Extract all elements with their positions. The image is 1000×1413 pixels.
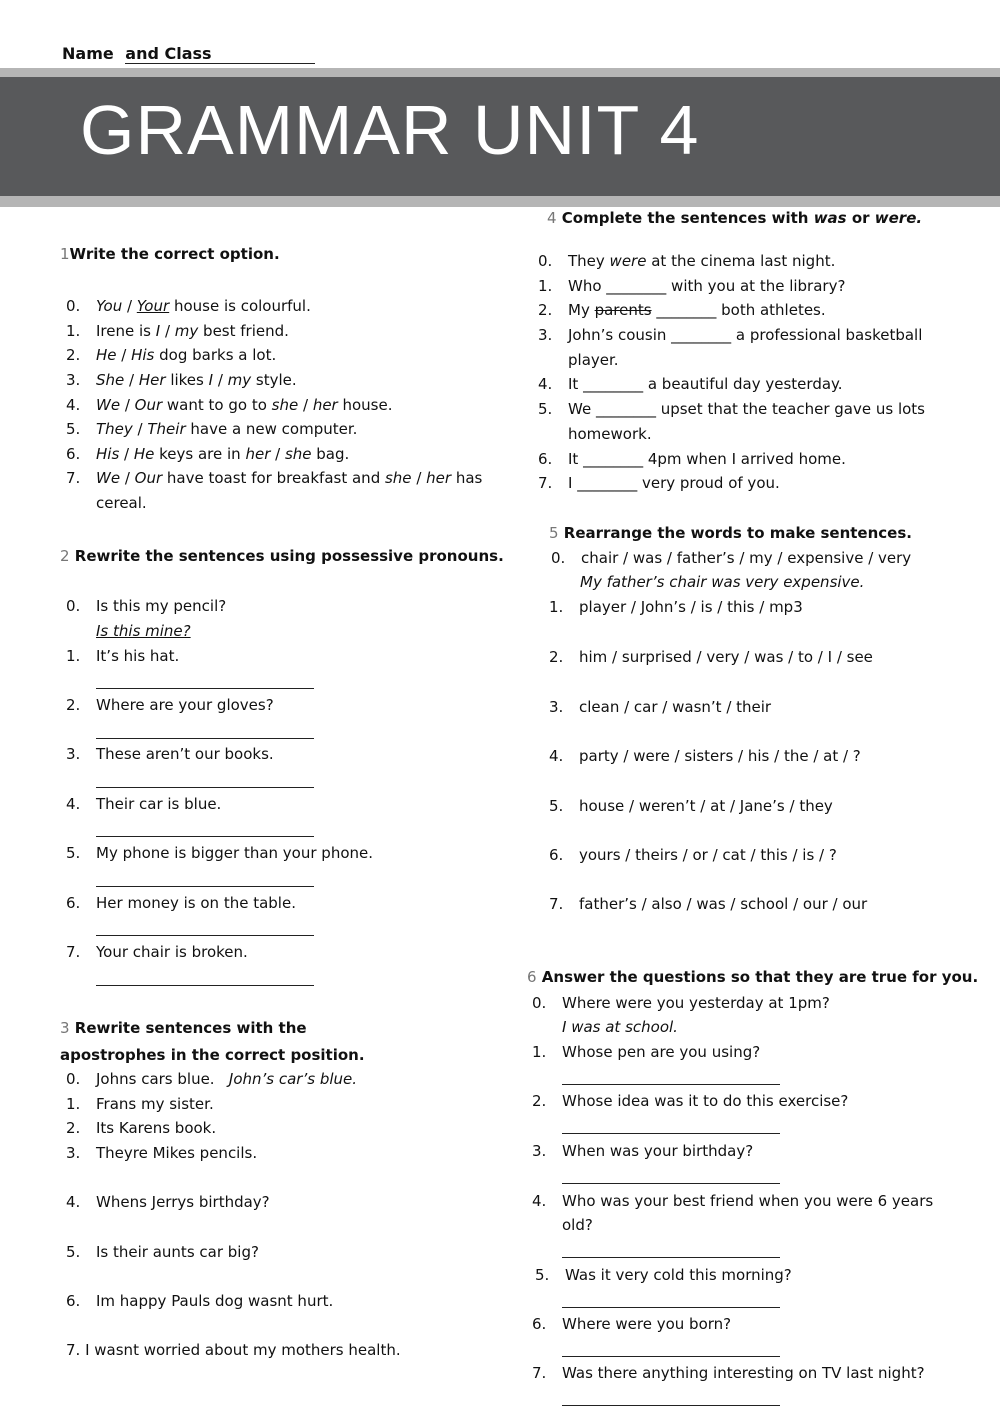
s1-item-3 bbox=[66, 371, 297, 389]
s5-example-answer: My father’s chair was very expensive. bbox=[580, 573, 865, 591]
answer-line[interactable] bbox=[562, 1083, 780, 1085]
option-b[interactable]: Our bbox=[134, 396, 163, 414]
sentence-text: bag. bbox=[311, 445, 350, 463]
s3-item-0 bbox=[66, 1070, 357, 1088]
sentence-text: They bbox=[568, 252, 610, 270]
item-number: 3. bbox=[66, 371, 81, 389]
s6-item-3 bbox=[532, 1142, 753, 1160]
section-1-title: Write the correct option. bbox=[69, 245, 280, 263]
s4-item-3-continuation: player. bbox=[568, 351, 619, 369]
s4-item-6[interactable] bbox=[538, 450, 846, 468]
item-number: 4. bbox=[66, 396, 81, 414]
word-list: house / weren’t / at / Jane’s / they bbox=[579, 797, 833, 815]
s5-item-4 bbox=[549, 747, 861, 765]
s5-item-1 bbox=[549, 598, 803, 616]
item-number: 3. bbox=[66, 745, 81, 763]
s2-item-5 bbox=[66, 844, 373, 862]
word-list: him / surprised / very / was / to / I / see bbox=[579, 648, 873, 666]
s1-item-5 bbox=[66, 420, 357, 438]
option-d[interactable]: her bbox=[312, 396, 338, 414]
section-2-number: 2 bbox=[60, 547, 70, 565]
question-text: Is this my pencil? bbox=[96, 597, 227, 615]
option-b[interactable]: His bbox=[131, 346, 155, 364]
question-text: These aren’t our books. bbox=[96, 745, 274, 763]
item-number: 7. bbox=[538, 474, 553, 492]
option-a[interactable]: We bbox=[96, 396, 121, 414]
question-text: Johns cars blue. bbox=[96, 1070, 215, 1088]
option-separator: / bbox=[160, 322, 175, 340]
option-separator: / bbox=[119, 445, 134, 463]
item-number: 1. bbox=[532, 1043, 547, 1061]
item-number: 7. bbox=[66, 469, 81, 487]
sentence-text: have toast for breakfast and bbox=[162, 469, 385, 487]
class-label: and Class bbox=[125, 44, 315, 64]
s3-item-1 bbox=[66, 1095, 214, 1113]
sentence-text: It ________ a beautiful day yesterday. bbox=[568, 375, 843, 393]
question-text: Her money is on the table. bbox=[96, 894, 296, 912]
sentence-text: want to go to bbox=[162, 396, 272, 414]
item-number: 5. bbox=[66, 420, 81, 438]
question-text: Whose pen are you using? bbox=[562, 1043, 761, 1061]
s2-item-6 bbox=[66, 894, 296, 912]
s1-item-4 bbox=[66, 396, 393, 414]
section-5-title: Rearrange the words to make sentences. bbox=[563, 524, 912, 542]
option-c[interactable]: she bbox=[271, 396, 299, 414]
option-b[interactable]: Our bbox=[134, 469, 163, 487]
item-number: 5. bbox=[535, 1266, 550, 1284]
item-number: 1. bbox=[538, 277, 553, 295]
option-b[interactable]: Their bbox=[147, 420, 186, 438]
option-separator: / bbox=[298, 396, 313, 414]
answer-line[interactable] bbox=[562, 1306, 780, 1308]
s2-item-2 bbox=[66, 696, 274, 714]
option-b[interactable]: my bbox=[174, 322, 199, 340]
option-a[interactable]: They bbox=[96, 420, 133, 438]
question-text: Where were you yesterday at 1pm? bbox=[562, 994, 830, 1012]
section-5-number: 5 bbox=[549, 524, 559, 542]
sentence-text: It ________ 4pm when I arrived home. bbox=[568, 450, 846, 468]
option-a[interactable]: We bbox=[96, 469, 121, 487]
item-number: 3. bbox=[538, 326, 553, 344]
option-d[interactable]: her bbox=[426, 469, 452, 487]
section-5-heading bbox=[549, 524, 912, 542]
word-list: father’s / also / was / school / our / our bbox=[579, 895, 868, 913]
option-c[interactable]: her bbox=[245, 445, 271, 463]
keyword-was: was bbox=[813, 209, 847, 227]
option-a[interactable]: He bbox=[96, 346, 117, 364]
answer-line[interactable] bbox=[562, 1132, 780, 1134]
item-number: 6. bbox=[549, 846, 564, 864]
answer-line[interactable] bbox=[562, 1256, 780, 1258]
option-separator: / bbox=[120, 469, 135, 487]
s4-item-1[interactable] bbox=[538, 277, 845, 295]
sentence-text: have a new computer. bbox=[185, 420, 358, 438]
question-text: Whose idea was it to do this exercise? bbox=[562, 1092, 849, 1110]
item-number: 6. bbox=[66, 894, 81, 912]
option-separator: / bbox=[411, 469, 427, 487]
sentence-text: at the cinema last night. bbox=[646, 252, 836, 270]
option-b[interactable]: Your bbox=[136, 297, 170, 315]
sentence-text: house is colourful. bbox=[169, 297, 311, 315]
option-d[interactable]: she bbox=[284, 445, 312, 463]
item-number: 2. bbox=[538, 301, 553, 319]
s6-item-1 bbox=[532, 1043, 760, 1061]
item-number: 1. bbox=[549, 598, 564, 616]
s2-item-7 bbox=[66, 943, 248, 961]
section-3-title-line2: apostrophes in the correct position. bbox=[60, 1046, 365, 1064]
s6-item-2 bbox=[532, 1092, 848, 1110]
s2-item-0 bbox=[66, 597, 226, 615]
option-separator: / bbox=[213, 371, 228, 389]
item-number: 2. bbox=[532, 1092, 547, 1110]
item-number: 0. bbox=[66, 1070, 81, 1088]
sentence-text: likes bbox=[165, 371, 209, 389]
question-text: My phone is bigger than your phone. bbox=[96, 844, 374, 862]
s1-item-7-continuation: cereal. bbox=[96, 494, 147, 512]
option-separator: / bbox=[122, 297, 137, 315]
question-text: Whens Jerrys birthday? bbox=[96, 1193, 270, 1211]
item-number: 4. bbox=[66, 795, 81, 813]
section-6-number: 6 bbox=[527, 968, 537, 986]
item-number: 7. bbox=[532, 1364, 547, 1382]
sentence-text: house. bbox=[337, 396, 393, 414]
s5-item-2 bbox=[549, 648, 873, 666]
section-4-title-or: or bbox=[846, 209, 875, 227]
item-number: 4. bbox=[66, 1193, 81, 1211]
section-4-heading bbox=[547, 209, 922, 227]
option-c[interactable]: she bbox=[384, 469, 412, 487]
s6-item-5 bbox=[535, 1266, 792, 1284]
section-6-heading bbox=[527, 968, 978, 986]
item-number: 4. bbox=[549, 747, 564, 765]
item-number: 5. bbox=[538, 400, 553, 418]
title-band-top-stripe bbox=[0, 68, 1000, 77]
sentence-text: I ________ very proud of you. bbox=[568, 474, 780, 492]
item-number: 2. bbox=[66, 1119, 81, 1137]
item-number: 3. bbox=[66, 1144, 81, 1162]
sentence-text: dog barks a lot. bbox=[154, 346, 277, 364]
s6-item-7 bbox=[532, 1364, 925, 1382]
item-number: 0. bbox=[532, 994, 547, 1012]
question-text: Frans my sister. bbox=[96, 1095, 214, 1113]
s3-item-5 bbox=[66, 1243, 259, 1261]
item-number: 0. bbox=[66, 297, 81, 315]
sentence-text: Irene is bbox=[96, 322, 156, 340]
section-4-title: Complete the sentences with bbox=[561, 209, 814, 227]
item-number: 4. bbox=[538, 375, 553, 393]
question-text: It’s his hat. bbox=[96, 647, 180, 665]
s3-item-3 bbox=[66, 1144, 257, 1162]
keyword-were: were. bbox=[874, 209, 923, 227]
s5-item-6 bbox=[549, 846, 837, 864]
s5-item-0 bbox=[551, 549, 911, 567]
s4-item-5-continuation: homework. bbox=[568, 425, 652, 443]
option-separator: / bbox=[116, 346, 132, 364]
s4-item-7[interactable] bbox=[538, 474, 780, 492]
item-number: 2. bbox=[66, 346, 81, 364]
question-text: When was your birthday? bbox=[562, 1142, 754, 1160]
sentence-text: John’s cousin ________ a professional basketball bbox=[568, 326, 923, 344]
item-number: 7. bbox=[549, 895, 564, 913]
answer-line[interactable] bbox=[96, 885, 314, 887]
option-c[interactable]: I bbox=[208, 371, 214, 389]
s3-item-2 bbox=[66, 1119, 216, 1137]
s1-item-2 bbox=[66, 346, 276, 364]
item-number: 6. bbox=[532, 1315, 547, 1333]
item-number: 1. bbox=[66, 647, 81, 665]
item-number: 7. bbox=[66, 943, 81, 961]
item-number: 5. bbox=[66, 1243, 81, 1261]
name-class-field[interactable] bbox=[62, 44, 315, 64]
s3-item-4 bbox=[66, 1193, 270, 1211]
word-list: chair / was / father’s / my / expensive / very bbox=[581, 549, 912, 567]
s2-example-answer: Is this mine? bbox=[96, 622, 191, 640]
answer-line[interactable] bbox=[562, 1404, 780, 1406]
page-title: GRAMMAR UNIT 4 bbox=[80, 91, 700, 169]
s1-item-7 bbox=[66, 469, 482, 487]
item-number: 5. bbox=[549, 797, 564, 815]
example-verb: were bbox=[609, 252, 647, 270]
section-2-heading bbox=[60, 547, 504, 565]
item-number: 2. bbox=[549, 648, 564, 666]
option-separator: / bbox=[124, 371, 139, 389]
item-number: 0. bbox=[66, 597, 81, 615]
option-a[interactable]: His bbox=[96, 445, 120, 463]
s1-item-6 bbox=[66, 445, 349, 463]
s1-item-1 bbox=[66, 322, 289, 340]
sentence-text: best friend. bbox=[198, 322, 289, 340]
item-number: 7. bbox=[66, 1341, 81, 1359]
s2-item-4 bbox=[66, 795, 221, 813]
item-number: 1. bbox=[66, 1095, 81, 1113]
sentence-text: has bbox=[451, 469, 483, 487]
s1-item-0 bbox=[66, 297, 311, 315]
option-separator: / bbox=[132, 420, 148, 438]
option-separator: / bbox=[270, 445, 285, 463]
word-list: player / John’s / is / this / mp3 bbox=[579, 598, 803, 616]
s2-item-1 bbox=[66, 647, 179, 665]
sentence-text: My bbox=[568, 301, 595, 319]
option-a[interactable]: She bbox=[96, 371, 125, 389]
question-text: Where were you born? bbox=[562, 1315, 732, 1333]
s6-item-4 bbox=[532, 1192, 933, 1210]
answer-line[interactable] bbox=[96, 786, 314, 788]
section-1-heading bbox=[60, 245, 280, 263]
answer-line[interactable] bbox=[562, 1355, 780, 1357]
word-list: yours / theirs / or / cat / this / is / ? bbox=[579, 846, 837, 864]
s4-item-0 bbox=[538, 252, 835, 270]
item-number: 2. bbox=[66, 696, 81, 714]
option-a[interactable]: I bbox=[155, 322, 161, 340]
struck-word: parents bbox=[594, 301, 652, 319]
s3-item-7 bbox=[66, 1341, 401, 1359]
question-text: Their car is blue. bbox=[96, 795, 222, 813]
s5-item-5 bbox=[549, 797, 833, 815]
item-number: 3. bbox=[532, 1142, 547, 1160]
s4-item-5[interactable] bbox=[538, 400, 925, 418]
option-b[interactable]: He bbox=[133, 445, 155, 463]
s3-item-6 bbox=[66, 1292, 333, 1310]
question-text: Is their aunts car big? bbox=[96, 1243, 259, 1261]
s6-item-6 bbox=[532, 1315, 731, 1333]
item-number: 0. bbox=[551, 549, 566, 567]
question-text: Where are your gloves? bbox=[96, 696, 274, 714]
word-list: party / were / sisters / his / the / at / ? bbox=[579, 747, 861, 765]
sentence-text: Who ________ with you at the library? bbox=[568, 277, 846, 295]
answer-line[interactable] bbox=[96, 687, 314, 689]
item-number: 6. bbox=[66, 445, 81, 463]
item-number: 3. bbox=[549, 698, 564, 716]
option-a[interactable]: You bbox=[96, 297, 123, 315]
title-band-bottom-stripe bbox=[0, 196, 1000, 207]
answer-line[interactable] bbox=[96, 934, 314, 936]
s4-item-3[interactable] bbox=[538, 326, 922, 344]
sentence-text: We ________ upset that the teacher gave us lots bbox=[568, 400, 925, 418]
section-4-number: 4 bbox=[547, 209, 557, 227]
answer-line[interactable] bbox=[96, 984, 314, 986]
item-number: 1. bbox=[66, 322, 81, 340]
section-1-number: 1 bbox=[60, 245, 70, 263]
answer-line[interactable] bbox=[96, 835, 314, 837]
section-3-title-line1: Rewrite sentences with the bbox=[74, 1019, 307, 1037]
s5-item-7 bbox=[549, 895, 867, 913]
question-text: Its Karens book. bbox=[96, 1119, 217, 1137]
sentence-text: style. bbox=[251, 371, 297, 389]
s6-item-4-continuation: old? bbox=[562, 1216, 593, 1234]
answer-line[interactable] bbox=[96, 737, 314, 739]
question-text: Your chair is broken. bbox=[96, 943, 248, 961]
section-3-heading bbox=[60, 1019, 307, 1037]
s6-example-answer: I was at school. bbox=[562, 1018, 678, 1036]
option-separator: / bbox=[120, 396, 135, 414]
example-answer: John’s car’s blue. bbox=[228, 1070, 358, 1088]
s6-item-0 bbox=[532, 994, 830, 1012]
section-6-title: Answer the questions so that they are true for you. bbox=[541, 968, 979, 986]
question-text: Was it very cold this morning? bbox=[565, 1266, 792, 1284]
item-number: 0. bbox=[538, 252, 553, 270]
question-text: Theyre Mikes pencils. bbox=[96, 1144, 258, 1162]
option-d[interactable]: my bbox=[227, 371, 252, 389]
question-text: Who was your best friend when you were 6 years bbox=[562, 1192, 934, 1210]
section-3-number: 3 bbox=[60, 1019, 70, 1037]
s2-item-3 bbox=[66, 745, 274, 763]
item-number: 6. bbox=[66, 1292, 81, 1310]
item-number: 4. bbox=[532, 1192, 547, 1210]
sentence-text: keys are in bbox=[154, 445, 246, 463]
name-label: Name bbox=[62, 44, 114, 63]
answer-line[interactable] bbox=[562, 1182, 780, 1184]
s4-item-4[interactable] bbox=[538, 375, 843, 393]
item-number: 6. bbox=[538, 450, 553, 468]
word-list: clean / car / wasn’t / their bbox=[579, 698, 772, 716]
question-text: Was there anything interesting on TV last night? bbox=[562, 1364, 925, 1382]
sentence-text: ________ both athletes. bbox=[651, 301, 826, 319]
s5-item-3 bbox=[549, 698, 771, 716]
s4-item-2[interactable] bbox=[538, 301, 826, 319]
option-b[interactable]: Her bbox=[138, 371, 166, 389]
question-text: Im happy Pauls dog wasnt hurt. bbox=[96, 1292, 334, 1310]
section-2-title: Rewrite the sentences using possessive pronouns. bbox=[74, 547, 504, 565]
question-text: I wasnt worried about my mothers health. bbox=[85, 1341, 401, 1359]
item-number: 5. bbox=[66, 844, 81, 862]
